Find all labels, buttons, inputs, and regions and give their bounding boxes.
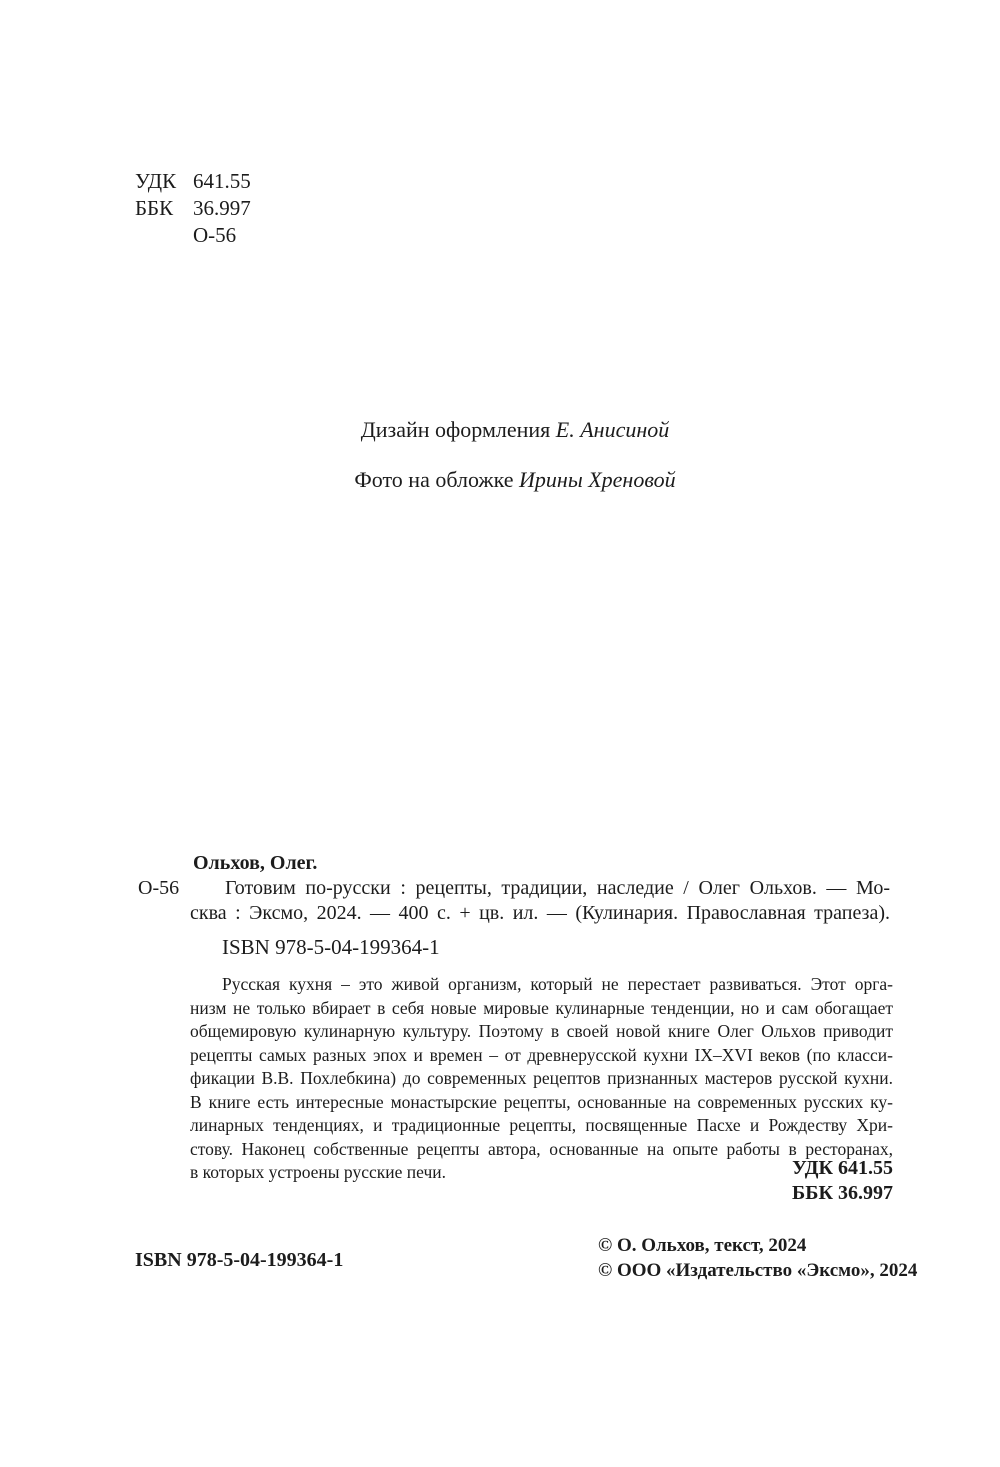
author-sign-row (135, 222, 251, 249)
catalog-entry-line: сква : Эксмо, 2024. — 400 с. + цв. ил. — (Кулинария. Православная трапеза). (190, 902, 890, 924)
photo-credit-prefix: Фото на обложке (354, 467, 520, 492)
udk-label: УДК (135, 169, 177, 193)
annotation-line: фикации В.В. Похлебкина) до современных рецептов признанных мастеров русской кухни. (190, 1068, 893, 1088)
author-sign-spacer (135, 222, 193, 249)
bottom-bbk: ББК 36.997 (792, 1182, 893, 1204)
copyright-author: © О. Ольхов, текст, 2024 (598, 1235, 807, 1256)
isbn-bottom: ISBN 978-5-04-199364-1 (135, 1249, 344, 1271)
bottom-udk: УДК 641.55 (792, 1157, 893, 1179)
bottom-classification-block (135, 1156, 893, 1206)
annotation-line: рецепты самых разных эпох и времен – от древнерусской кухни IX–XVI веков (по класси- (190, 1044, 893, 1065)
annotation-line: низм не только вбирает в себя новые мировые кулинарные тенденции, но и сам обогащает (190, 997, 893, 1018)
copyright-publisher: © ООО «Издательство «Эксмо», 2024 (598, 1260, 918, 1281)
isbn-card: ISBN 978-5-04-199364-1 (222, 935, 440, 959)
annotation-line: линарных тенденциях, и традиционные рецепты, посвященные Пасхе и Рождеству Хри- (190, 1115, 893, 1135)
copyright-block (598, 1233, 917, 1283)
annotation-block (190, 973, 893, 1185)
bbk-label: ББК (135, 196, 174, 220)
catalog-entry-line: Готовим по-русски : рецепты, традиции, наследие / Олег Ольхов. — Мо- (225, 877, 890, 899)
annotation-line: Русская кухня – это живой организм, который не перестает развиваться. Этот орга- (222, 974, 893, 994)
annotation-line: В книге есть интересные монастырские рецепты, основанные на современных русских ку- (190, 1091, 893, 1112)
catalog-card (190, 851, 890, 960)
bbk-row (135, 195, 251, 222)
design-credit-name: Е. Анисиной (555, 417, 670, 442)
credits-block (135, 417, 895, 517)
photo-credit (135, 467, 895, 493)
design-credit-prefix: Дизайн оформления (360, 417, 556, 442)
author-heading: Ольхов, Олег. (193, 852, 318, 874)
udk-value: 641.55 (193, 169, 251, 193)
author-sign-value: О-56 (193, 223, 237, 247)
bbk-value: 36.997 (193, 196, 251, 220)
photo-credit-name: Ирины Хреновой (519, 467, 676, 492)
design-credit (135, 417, 895, 443)
entry-code: О-56 (138, 877, 180, 899)
annotation-line: стову. Наконец собственные рецепты автора, основанные на опыте работы в ресторанах, (190, 1138, 893, 1159)
udk-row (135, 168, 251, 195)
annotation-line: общемировую кулинарную культуру. Поэтому в своей новой книге Олег Ольхов приводит (190, 1021, 893, 1041)
classification-block (135, 168, 251, 249)
annotation-line: в которых устроены русские печи. (190, 1162, 446, 1182)
